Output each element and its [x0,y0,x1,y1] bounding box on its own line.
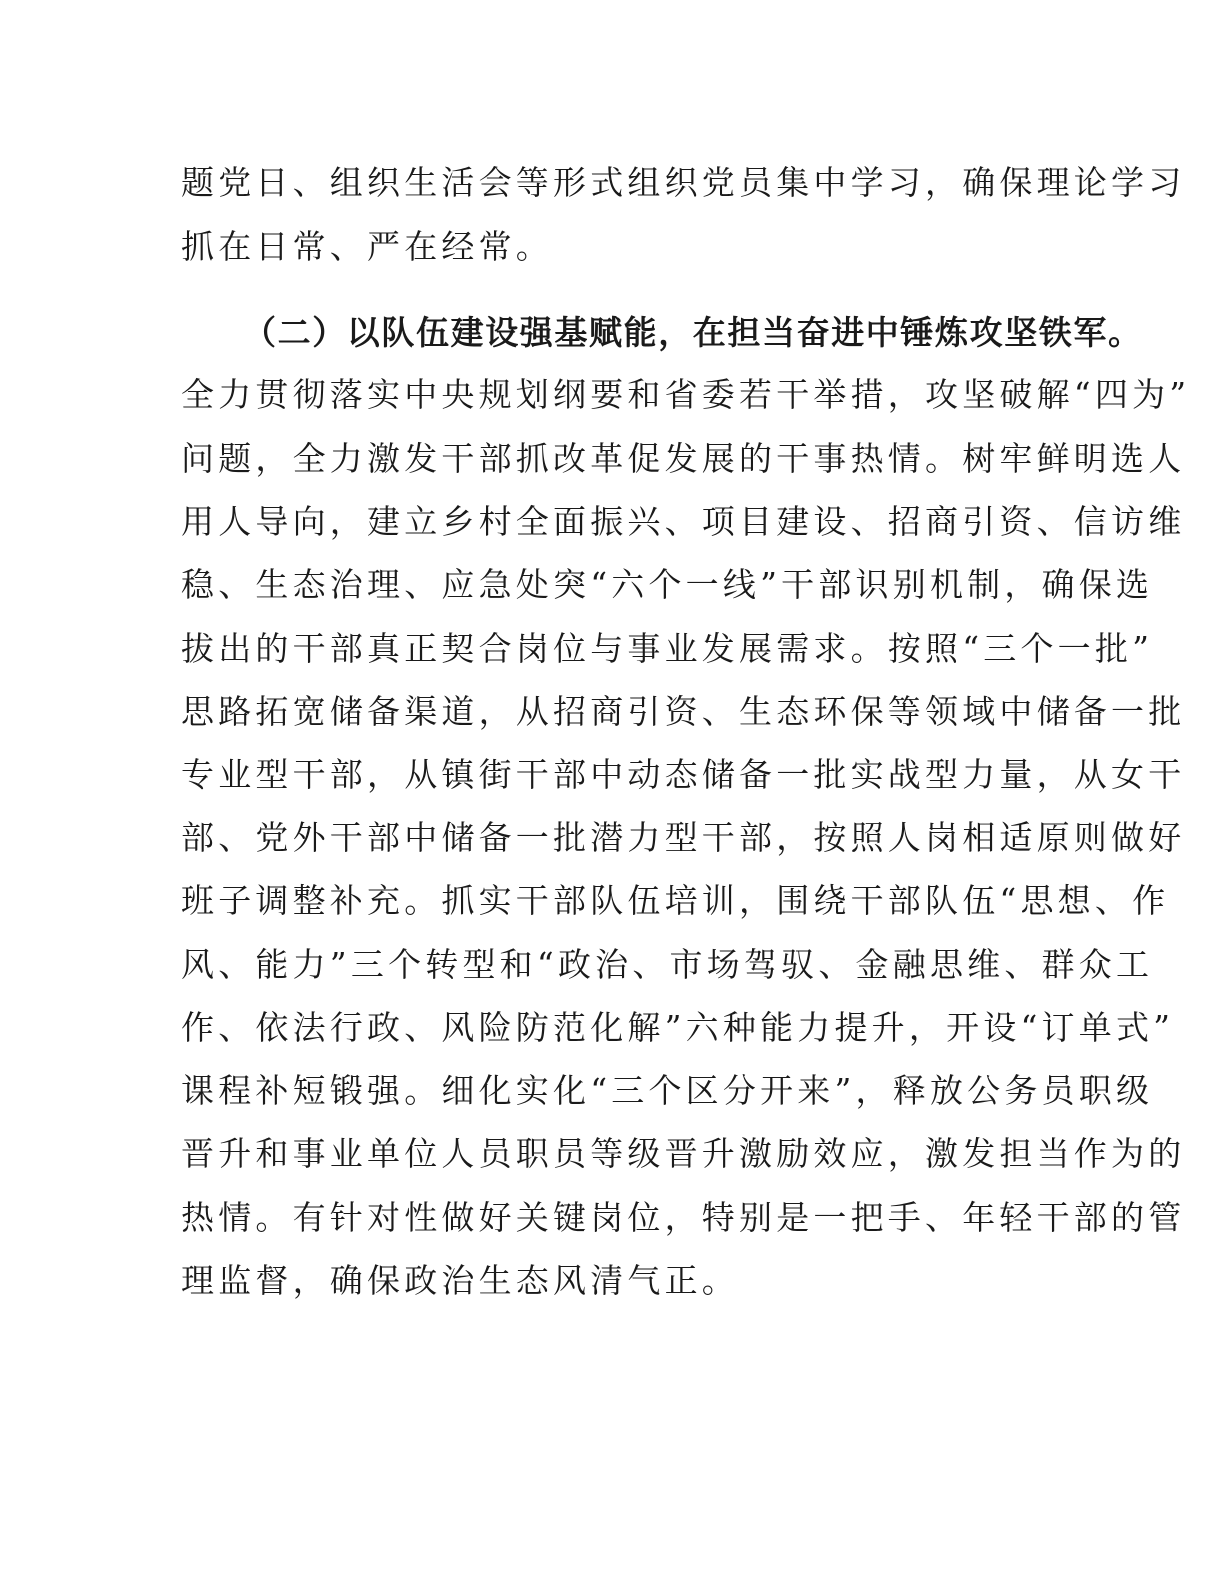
paragraph-2-line-14: 热情。有针对性做好关键岗位，特别是一把手、年轻干部的管 [181,1198,1186,1237]
paragraph-1-line-1: 题党日、组织生活会等形式组织党员集中学习，确保理论学习 [181,163,1186,202]
paragraph-2-line-1: 全力贯彻落实中央规划纲要和省委若干举措，攻坚破解“四为” [181,375,1191,414]
paragraph-2-line-9: 班子调整补充。抓实干部队伍培训，围绕干部队伍“思想、作 [181,881,1170,920]
paragraph-2-line-7: 专业型干部，从镇街干部中动态储备一批实战型力量，从女干 [181,755,1186,794]
paragraph-2-line-6: 思路拓宽储备渠道，从招商引资、生态环保等领域中储备一批 [181,692,1186,731]
paragraph-2-line-8: 部、党外干部中储备一批潜力型干部，按照人岗相适原则做好 [181,818,1186,857]
paragraph-2-line-15: 理监督，确保政治生态风清气正。 [181,1261,739,1300]
paragraph-2-line-11: 作、依法行政、风险防范化解”六种能力提升，开设“订单式” [181,1008,1175,1047]
paragraph-2-line-4: 稳、生态治理、应急处突“六个一线”干部识别机制，确保选 [181,565,1154,604]
paragraph-1-line-2: 抓在日常、严在经常。 [181,227,553,266]
paragraph-2-line-12: 课程补短锻强。细化实化“三个区分开来”，释放公务员职级 [181,1071,1154,1110]
section-heading: （二）以队伍建设强基赋能，在担当奋进中锤炼攻坚铁军。 [243,313,1143,352]
paragraph-2-line-2: 问题，全力激发干部抓改革促发展的干事热情。树牢鲜明选人 [181,439,1186,478]
paragraph-2-line-13: 晋升和事业单位人员职员等级晋升激励效应，激发担当作为的 [181,1134,1186,1173]
paragraph-2-line-5: 拔出的干部真正契合岗位与事业发展需求。按照“三个一批” [181,629,1154,668]
paragraph-2-line-10: 风、能力”三个转型和“政治、市场驾驭、金融思维、群众工 [181,945,1154,984]
paragraph-2-line-3: 用人导向，建立乡村全面振兴、项目建设、招商引资、信访维 [181,502,1186,541]
